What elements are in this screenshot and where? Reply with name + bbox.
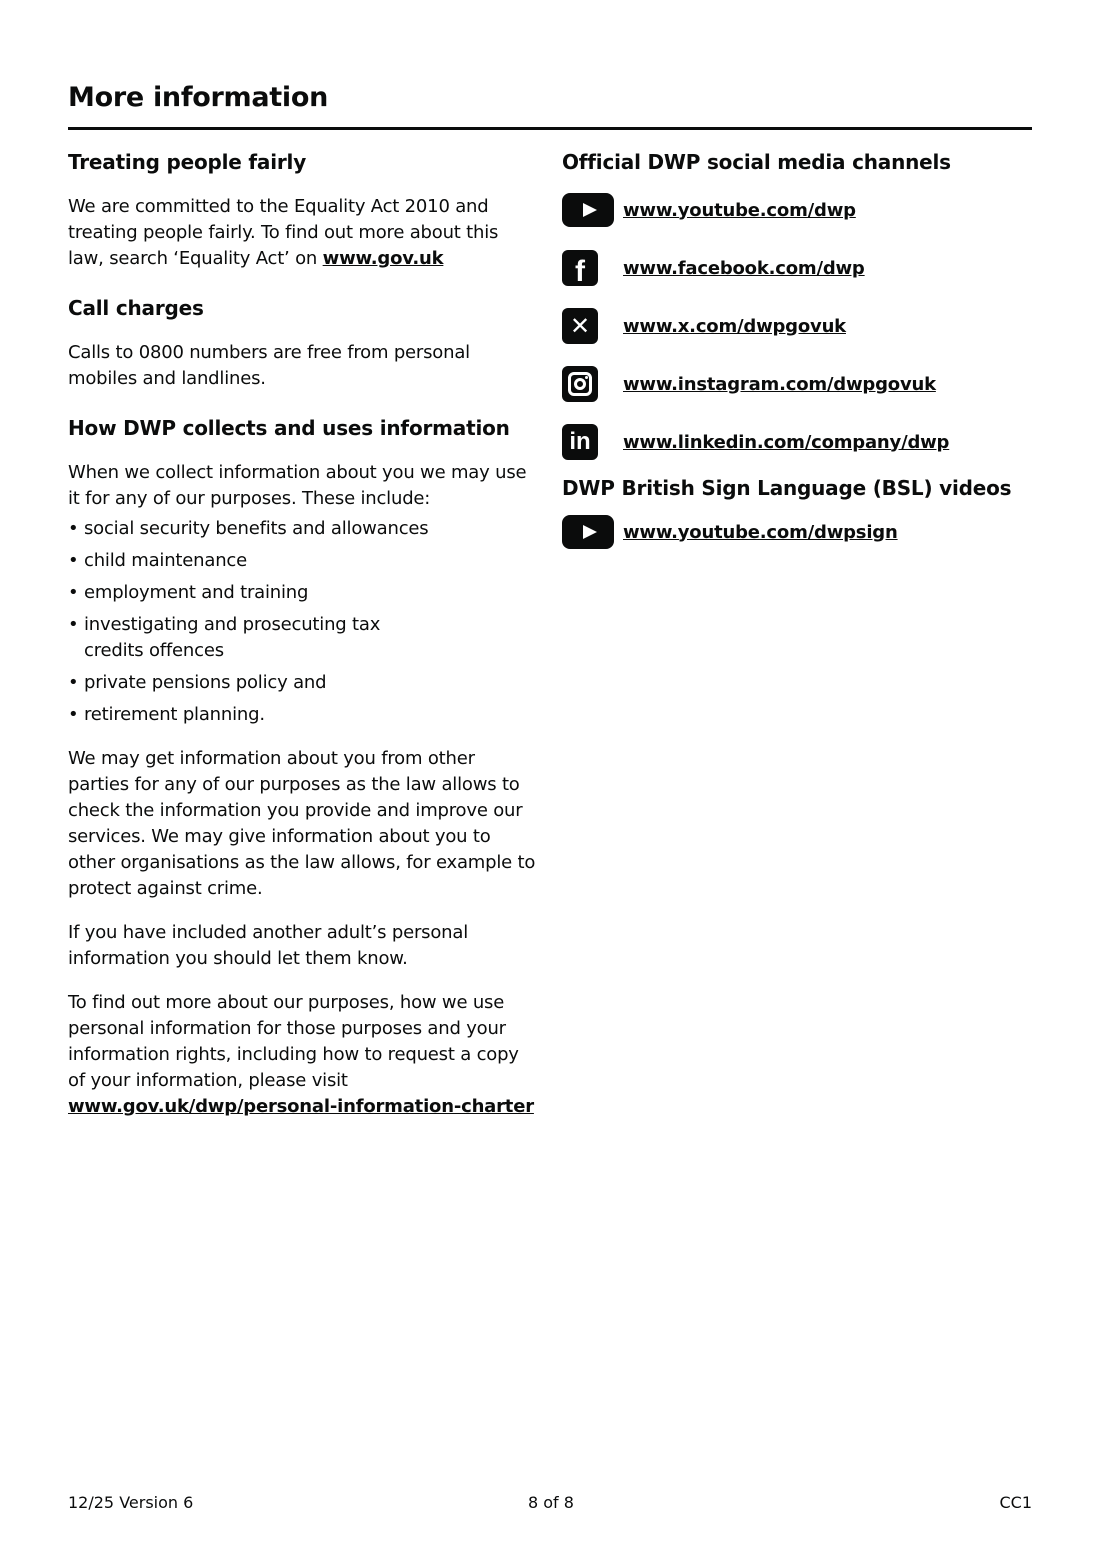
bsl-heading: DWP British Sign Language (BSL) videos <box>562 476 1012 500</box>
footer-version: 12/25 Version 6 <box>68 1493 194 1512</box>
list-item: • child maintenance <box>68 548 538 574</box>
call-charges-text: Calls to 0800 numbers are free from personal mobiles and landlines. <box>68 342 470 389</box>
x-link[interactable]: www.x.com/dwpgovuk <box>623 315 846 337</box>
footer-page-number: 8 of 8 <box>528 1493 574 1512</box>
call-charges-heading: Call charges <box>68 296 204 320</box>
treating-fairly-text <box>68 194 538 272</box>
list-item: • investigating and prosecuting tax credits offences <box>68 612 538 664</box>
social-item-linkedin <box>562 422 1032 462</box>
treating-fairly-heading: Treating people fairly <box>68 150 307 174</box>
title-divider <box>68 127 1032 130</box>
info-para-find-out-more <box>68 990 538 1120</box>
gov-uk-link[interactable]: www.gov.uk <box>322 248 444 269</box>
left-column <box>68 148 538 1138</box>
list-item: • social security benefits and allowances <box>68 516 538 542</box>
social-item-instagram <box>562 364 1032 404</box>
youtube-icon <box>562 515 614 549</box>
info-intro: When we collect information about you we may use it for any of our purposes. These include: <box>68 462 527 509</box>
equality-act-text: We are committed to the Equality Act 2010 and treating people fairly. To find out more about this law, search ‘Equality Act’ on <box>68 196 499 269</box>
list-item: • employment and training <box>68 580 538 606</box>
purposes-list <box>68 516 538 728</box>
bsl-list <box>562 512 1032 552</box>
footer-form-code: CC1 <box>999 1493 1032 1512</box>
info-para-other-parties: We may get information about you from other parties for any of our purposes as the law allows to check the information you provide and improve our services. We may give information about you to other organisations as the law allows, for example to protect against crime. <box>68 748 536 899</box>
x-icon: ✕ <box>562 308 598 344</box>
social-item-x <box>562 306 1032 346</box>
purposes-text: To find out more about our purposes, how we use personal information for those purposes and your information rights, including how to request a copy of your information, please visit <box>68 992 519 1091</box>
info-para-other-adult: If you have included another adult’s personal information you should let them know. <box>68 922 468 969</box>
info-heading: How DWP collects and uses information <box>68 416 510 440</box>
page-title: More information <box>68 82 329 113</box>
list-item: • retirement planning. <box>68 702 538 728</box>
linkedin-link[interactable]: www.linkedin.com/company/dwp <box>623 431 950 453</box>
bsl-youtube-link[interactable]: www.youtube.com/dwpsign <box>623 521 898 543</box>
facebook-icon: f <box>562 250 598 286</box>
linkedin-icon: in <box>562 424 598 460</box>
list-item: • private pensions policy and <box>68 670 538 696</box>
social-item-facebook <box>562 248 1032 288</box>
social-media-list <box>562 190 1032 462</box>
instagram-link[interactable]: www.instagram.com/dwpgovuk <box>623 373 936 395</box>
social-media-heading: Official DWP social media channels <box>562 150 951 174</box>
youtube-icon <box>562 193 614 227</box>
personal-information-charter-link[interactable]: www.gov.uk/dwp/personal-information-charter <box>68 1096 534 1117</box>
social-item-youtube <box>562 190 1032 230</box>
instagram-icon <box>562 366 598 402</box>
social-item-bsl-youtube <box>562 512 1032 552</box>
facebook-link[interactable]: www.facebook.com/dwp <box>623 257 865 279</box>
right-column <box>562 148 1032 570</box>
youtube-link[interactable]: www.youtube.com/dwp <box>623 199 856 221</box>
